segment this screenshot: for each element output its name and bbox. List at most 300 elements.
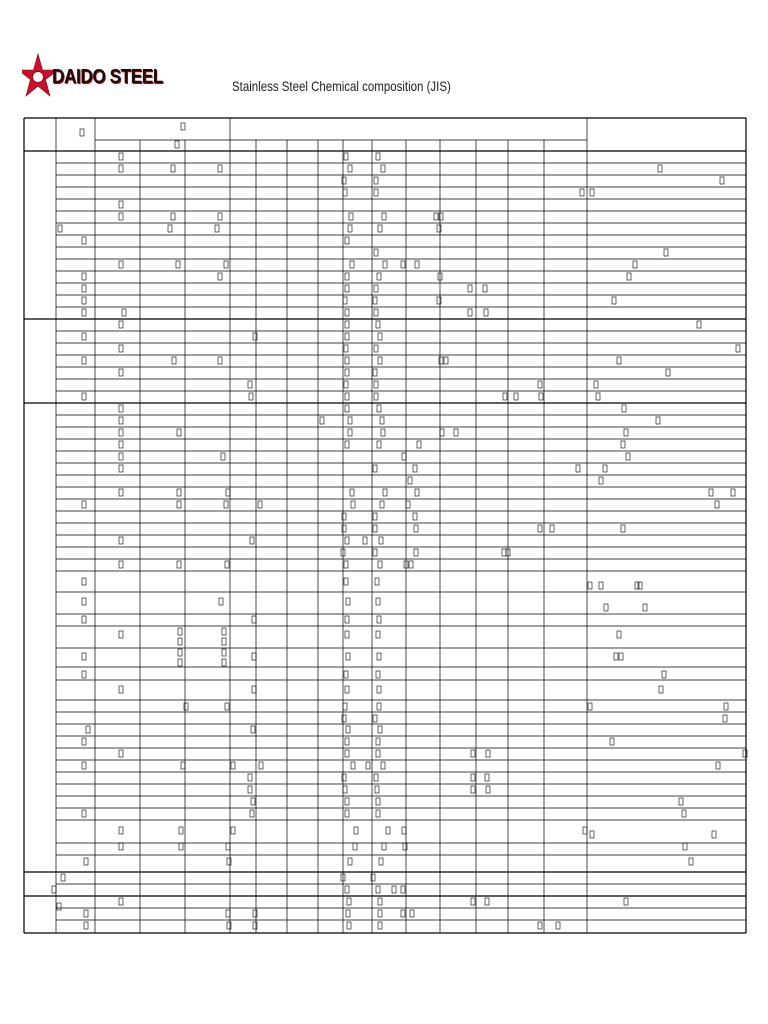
cell-glyph: [376, 738, 380, 745]
cell-glyph: [119, 843, 123, 850]
cell-glyph: [348, 858, 352, 865]
cell-glyph: [401, 910, 405, 917]
cell-glyph: [440, 429, 444, 436]
cell-glyph: [251, 726, 255, 733]
cell-glyph: [594, 381, 598, 388]
cell-glyph: [403, 843, 407, 850]
cell-glyph: [347, 922, 351, 929]
cell-glyph: [349, 213, 353, 220]
cell-glyph: [61, 874, 65, 881]
cell-glyph: [377, 405, 381, 412]
cell-glyph: [376, 750, 380, 757]
cell-glyph: [119, 686, 123, 693]
cell-glyph: [342, 774, 346, 781]
cell-glyph: [599, 582, 603, 589]
cell-glyph: [225, 561, 229, 568]
cell-glyph: [471, 898, 475, 905]
cell-glyph: [375, 578, 379, 585]
cell-glyph: [538, 525, 542, 532]
cell-glyph: [376, 153, 380, 160]
cell-glyph: [344, 578, 348, 585]
cell-glyph: [377, 686, 381, 693]
cell-glyph: [590, 831, 594, 838]
cell-glyph: [378, 561, 382, 568]
cell-glyph: [177, 501, 181, 508]
cell-glyph: [345, 750, 349, 757]
cell-glyph: [82, 297, 86, 304]
cell-glyph: [731, 489, 735, 496]
cell-glyph: [218, 165, 222, 172]
cell-glyph: [346, 598, 350, 605]
cell-glyph: [437, 297, 441, 304]
cell-glyph: [84, 922, 88, 929]
cell-glyph: [119, 898, 123, 905]
cell-glyph: [374, 309, 378, 316]
cell-glyph: [176, 261, 180, 268]
cell-glyph: [682, 810, 686, 817]
cell-glyph: [635, 582, 639, 589]
cell-glyph: [119, 489, 123, 496]
cell-glyph: [82, 653, 86, 660]
cell-glyph: [354, 827, 358, 834]
cell-glyph: [343, 786, 347, 793]
cell-glyph: [689, 858, 693, 865]
cell-glyph: [454, 429, 458, 436]
cell-glyph: [366, 762, 370, 769]
cell-glyph: [716, 762, 720, 769]
cell-glyph: [415, 261, 419, 268]
cell-glyph: [662, 671, 666, 678]
cell-glyph: [483, 285, 487, 292]
cell-glyph: [119, 345, 123, 352]
cell-glyph: [621, 441, 625, 448]
cell-glyph: [222, 649, 226, 656]
cell-glyph: [344, 381, 348, 388]
cell-glyph: [218, 273, 222, 280]
cell-glyph: [345, 798, 349, 805]
cell-glyph: [627, 273, 631, 280]
cell-glyph: [622, 405, 626, 412]
cell-glyph: [374, 393, 378, 400]
cell-glyph: [374, 189, 378, 196]
cell-glyph: [345, 393, 349, 400]
cell-glyph: [373, 715, 377, 722]
cell-glyph: [378, 357, 382, 364]
cell-glyph: [374, 774, 378, 781]
cell-glyph: [227, 922, 231, 929]
cell-glyph: [248, 786, 252, 793]
cell-glyph: [82, 237, 86, 244]
cell-glyph: [178, 638, 182, 645]
cell-glyph: [373, 549, 377, 556]
cell-glyph: [376, 598, 380, 605]
header-glyph: [175, 141, 179, 148]
cell-glyph: [514, 393, 518, 400]
cell-glyph: [350, 489, 354, 496]
cell-glyph: [626, 453, 630, 460]
cell-glyph: [666, 369, 670, 376]
cell-glyph: [484, 309, 488, 316]
cell-glyph: [251, 798, 255, 805]
cell-glyph: [363, 537, 367, 544]
cell-glyph: [345, 886, 349, 893]
cell-glyph: [383, 261, 387, 268]
cell-glyph: [119, 750, 123, 757]
cell-glyph: [346, 726, 350, 733]
cell-glyph: [343, 297, 347, 304]
cell-glyph: [381, 762, 385, 769]
cell-glyph: [614, 653, 618, 660]
cell-glyph: [715, 501, 719, 508]
header-glyph: [181, 123, 185, 130]
cell-glyph: [215, 225, 219, 232]
cell-glyph: [345, 738, 349, 745]
cell-glyph: [468, 285, 472, 292]
cell-glyph: [351, 501, 355, 508]
cell-glyph: [590, 189, 594, 196]
cell-glyph: [345, 357, 349, 364]
cell-glyph: [378, 910, 382, 917]
cell-glyph: [638, 582, 642, 589]
cell-glyph: [373, 513, 377, 520]
cell-glyph: [171, 165, 175, 172]
cell-glyph: [612, 297, 616, 304]
cell-glyph: [374, 345, 378, 352]
cell-glyph: [171, 213, 175, 220]
cell-glyph: [119, 465, 123, 472]
cell-glyph: [253, 922, 257, 929]
cell-glyph: [82, 309, 86, 316]
cell-glyph: [119, 417, 123, 424]
cell-glyph: [610, 738, 614, 745]
cell-glyph: [486, 750, 490, 757]
cell-glyph: [486, 786, 490, 793]
cell-glyph: [168, 225, 172, 232]
cell-glyph: [346, 653, 350, 660]
cell-glyph: [503, 393, 507, 400]
cell-glyph: [345, 309, 349, 316]
cell-glyph: [221, 453, 225, 460]
cell-glyph: [724, 703, 728, 710]
cell-glyph: [82, 393, 86, 400]
cell-glyph: [84, 858, 88, 865]
cell-glyph: [343, 189, 347, 196]
cell-glyph: [350, 261, 354, 268]
brand-wordmark: DAIDO STEEL: [52, 66, 163, 88]
cell-glyph: [227, 858, 231, 865]
cell-glyph: [539, 393, 543, 400]
cell-glyph: [258, 501, 262, 508]
cell-glyph: [723, 715, 727, 722]
cell-glyph: [119, 561, 123, 568]
cell-glyph: [231, 827, 235, 834]
cell-glyph: [224, 501, 228, 508]
cell-glyph: [82, 273, 86, 280]
cell-glyph: [119, 165, 123, 172]
cell-glyph: [736, 345, 740, 352]
cell-glyph: [583, 827, 587, 834]
cell-glyph: [342, 513, 346, 520]
cell-glyph: [226, 843, 230, 850]
cell-glyph: [250, 810, 254, 817]
cell-glyph: [82, 810, 86, 817]
cell-glyph: [82, 762, 86, 769]
cell-glyph: [344, 345, 348, 352]
cell-glyph: [580, 189, 584, 196]
cell-glyph: [374, 381, 378, 388]
cell-glyph: [119, 369, 123, 376]
cell-glyph: [119, 213, 123, 220]
cell-glyph: [596, 393, 600, 400]
cell-glyph: [231, 762, 235, 769]
cell-glyph: [348, 417, 352, 424]
cell-glyph: [379, 537, 383, 544]
cell-glyph: [178, 628, 182, 635]
cell-glyph: [414, 525, 418, 532]
cell-glyph: [343, 703, 347, 710]
cell-glyph: [408, 477, 412, 484]
cell-glyph: [177, 561, 181, 568]
cell-glyph: [119, 201, 123, 208]
cell-glyph: [624, 429, 628, 436]
cell-glyph: [345, 369, 349, 376]
cell-glyph: [252, 653, 256, 660]
cell-glyph: [250, 537, 254, 544]
cell-glyph: [376, 886, 380, 893]
cell-glyph: [380, 501, 384, 508]
cell-glyph: [437, 225, 441, 232]
cell-glyph: [624, 898, 628, 905]
cell-glyph: [345, 810, 349, 817]
cell-glyph: [344, 561, 348, 568]
cell-glyph: [386, 827, 390, 834]
cell-glyph: [345, 405, 349, 412]
cell-glyph: [86, 726, 90, 733]
cell-glyph: [664, 249, 668, 256]
cell-glyph: [82, 357, 86, 364]
cell-glyph: [619, 653, 623, 660]
cell-glyph: [345, 537, 349, 544]
cell-glyph: [82, 598, 86, 605]
cell-glyph: [376, 321, 380, 328]
cell-glyph: [345, 273, 349, 280]
cell-glyph: [224, 261, 228, 268]
cell-glyph: [119, 321, 123, 328]
cell-glyph: [409, 561, 413, 568]
cell-glyph: [379, 858, 383, 865]
cell-glyph: [248, 381, 252, 388]
cell-glyph: [444, 357, 448, 364]
cell-glyph: [406, 501, 410, 508]
cell-glyph: [52, 886, 56, 893]
cell-glyph: [119, 631, 123, 638]
cell-glyph: [373, 525, 377, 532]
cell-glyph: [222, 638, 226, 645]
cell-glyph: [380, 417, 384, 424]
cell-glyph: [122, 309, 126, 316]
cell-glyph: [226, 489, 230, 496]
cell-glyph: [621, 525, 625, 532]
cell-glyph: [179, 843, 183, 850]
cell-glyph: [253, 333, 257, 340]
cell-glyph: [177, 429, 181, 436]
cell-glyph: [538, 922, 542, 929]
cell-glyph: [345, 686, 349, 693]
cell-glyph: [468, 309, 472, 316]
cell-glyph: [378, 726, 382, 733]
cell-glyph: [345, 631, 349, 638]
cell-glyph: [373, 465, 377, 472]
cell-glyph: [376, 671, 380, 678]
cell-glyph: [382, 843, 386, 850]
cell-glyph: [485, 898, 489, 905]
cell-glyph: [378, 898, 382, 905]
cell-glyph: [345, 321, 349, 328]
cell-glyph: [345, 441, 349, 448]
cell-glyph: [373, 297, 377, 304]
cell-glyph: [119, 453, 123, 460]
cell-glyph: [697, 321, 701, 328]
cell-glyph: [119, 153, 123, 160]
cell-glyph: [344, 153, 348, 160]
cell-glyph: [172, 357, 176, 364]
cell-glyph: [347, 898, 351, 905]
cell-glyph: [617, 357, 621, 364]
page-title: Stainless Steel Chemical composition (JIS): [232, 78, 451, 94]
cell-glyph: [683, 843, 687, 850]
cell-glyph: [348, 165, 352, 172]
cell-glyph: [184, 703, 188, 710]
cell-glyph: [401, 886, 405, 893]
cell-glyph: [342, 715, 346, 722]
cell-glyph: [471, 786, 475, 793]
cell-glyph: [375, 786, 379, 793]
cell-glyph: [348, 429, 352, 436]
cell-glyph: [417, 441, 421, 448]
cell-glyph: [599, 477, 603, 484]
cell-glyph: [345, 285, 349, 292]
cell-glyph: [253, 910, 257, 917]
cell-glyph: [439, 357, 443, 364]
cell-glyph: [351, 762, 355, 769]
cell-glyph: [348, 225, 352, 232]
cell-glyph: [633, 261, 637, 268]
cell-glyph: [413, 513, 417, 520]
cell-glyph: [345, 237, 349, 244]
cell-glyph: [82, 578, 86, 585]
cell-glyph: [414, 549, 418, 556]
cell-glyph: [119, 429, 123, 436]
cell-glyph: [252, 686, 256, 693]
cell-glyph: [604, 604, 608, 611]
cell-glyph: [550, 525, 554, 532]
cell-glyph: [58, 225, 62, 232]
cell-glyph: [402, 453, 406, 460]
cell-glyph: [344, 671, 348, 678]
cell-glyph: [252, 616, 256, 623]
cell-glyph: [679, 798, 683, 805]
cell-glyph: [219, 598, 223, 605]
cell-glyph: [377, 441, 381, 448]
cell-glyph: [643, 604, 647, 611]
cell-glyph: [709, 489, 713, 496]
cell-glyph: [410, 910, 414, 917]
cell-glyph: [378, 225, 382, 232]
cell-glyph: [556, 922, 560, 929]
cell-glyph: [381, 429, 385, 436]
cell-glyph: [378, 922, 382, 929]
cell-glyph: [177, 489, 181, 496]
cell-glyph: [415, 489, 419, 496]
cell-glyph: [712, 831, 716, 838]
cell-glyph: [377, 703, 381, 710]
cell-glyph: [439, 213, 443, 220]
cell-glyph: [179, 827, 183, 834]
cell-glyph: [178, 659, 182, 666]
cell-glyph: [84, 910, 88, 917]
cell-glyph: [345, 333, 349, 340]
cell-glyph: [402, 827, 406, 834]
cell-glyph: [342, 525, 346, 532]
cell-glyph: [377, 653, 381, 660]
cell-glyph: [392, 886, 396, 893]
cell-glyph: [371, 874, 375, 881]
cell-glyph: [658, 165, 662, 172]
cell-glyph: [603, 465, 607, 472]
header-glyph: [80, 129, 84, 136]
cell-glyph: [320, 417, 324, 424]
cell-glyph: [353, 843, 357, 850]
cell-glyph: [178, 649, 182, 656]
cell-glyph: [376, 631, 380, 638]
cell-glyph: [376, 798, 380, 805]
cell-glyph: [345, 616, 349, 623]
cell-glyph: [82, 738, 86, 745]
cell-glyph: [617, 631, 621, 638]
cell-glyph: [383, 489, 387, 496]
cell-glyph: [259, 762, 263, 769]
cell-glyph: [471, 774, 475, 781]
cell-glyph: [377, 616, 381, 623]
cell-glyph: [376, 810, 380, 817]
cell-glyph: [222, 659, 226, 666]
cell-glyph: [218, 357, 222, 364]
cell-glyph: [57, 903, 61, 910]
cell-glyph: [82, 501, 86, 508]
cell-glyph: [82, 671, 86, 678]
cell-glyph: [181, 762, 185, 769]
cell-glyph: [413, 465, 417, 472]
cell-glyph: [119, 537, 123, 544]
cell-glyph: [374, 177, 378, 184]
cell-glyph: [218, 213, 222, 220]
cell-glyph: [471, 750, 475, 757]
cell-glyph: [119, 441, 123, 448]
cell-glyph: [378, 333, 382, 340]
cell-glyph: [374, 249, 378, 256]
cell-glyph: [656, 417, 660, 424]
cell-glyph: [226, 910, 230, 917]
cell-glyph: [119, 405, 123, 412]
cell-glyph: [225, 703, 229, 710]
cell-glyph: [222, 628, 226, 635]
cell-glyph: [82, 333, 86, 340]
cell-glyph: [119, 827, 123, 834]
cell-glyph: [659, 686, 663, 693]
cell-glyph: [82, 616, 86, 623]
cell-glyph: [485, 774, 489, 781]
cell-glyph: [502, 549, 506, 556]
